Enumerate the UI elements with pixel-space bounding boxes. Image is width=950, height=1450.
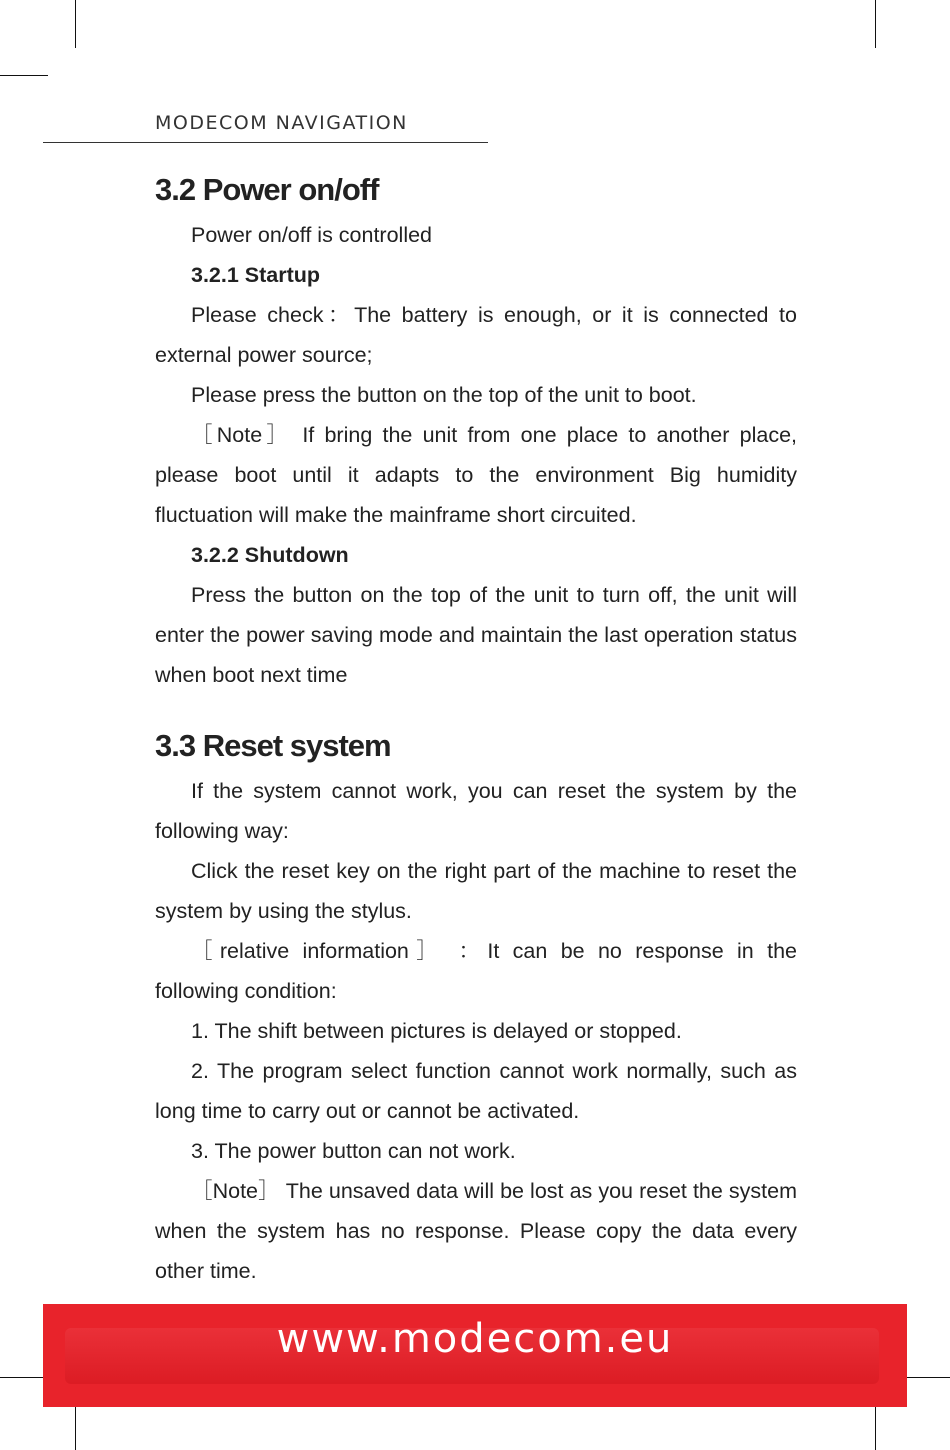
- crop-mark-top-right-vertical: [875, 0, 876, 48]
- footer-url: www.modecom.eu: [276, 1316, 674, 1362]
- reset-relative-info: ［relative information］ ：It can be no response in the following condition:: [155, 939, 797, 1003]
- shutdown-heading: 3.2.2 Shutdown: [191, 543, 349, 567]
- page-content: [155, 165, 797, 1291]
- startup-check: Please check：The battery is enough, or it is connected to external power source;: [155, 303, 797, 367]
- shutdown-text: Press the button on the top of the unit to turn off, the unit will enter the power saving mode and maintain the last operation status when boot next time: [155, 583, 797, 687]
- crop-mark-top-left-horizontal: [0, 75, 48, 76]
- startup-heading: 3.2.1 Startup: [191, 263, 321, 287]
- startup-press: Please press the button on the top of the unit to boot.: [191, 383, 697, 407]
- crop-mark-bottom-left-horizontal: [0, 1377, 48, 1378]
- section-title-power: 3.2 Power on/off: [155, 172, 379, 207]
- crop-mark-bottom-right-horizontal: [902, 1377, 950, 1378]
- startup-note: ［Note］ If bring the unit from one place to another place, please boot until it adapts to the environment Big humidity fluctuation will make the mainframe short circuited.: [155, 423, 797, 527]
- section-title-reset: 3.3 Reset system: [155, 728, 391, 763]
- crop-mark-bottom-left-vertical: [75, 1400, 76, 1450]
- crop-mark-bottom-right-vertical: [875, 1400, 876, 1450]
- section-gap: [155, 695, 797, 721]
- footer-band: [43, 1304, 907, 1407]
- reset-click: Click the reset key on the right part of the machine to reset the system by using the stylus.: [155, 859, 797, 923]
- reset-intro: If the system cannot work, you can reset the system by the following way:: [155, 779, 797, 843]
- list-item: 1. The shift between pictures is delayed or stopped.: [191, 1019, 682, 1043]
- header-rule: [43, 142, 488, 143]
- list-item: 2. The program select function cannot work normally, such as long time to carry out or cannot be activated.: [155, 1059, 797, 1123]
- reset-note: ［Note］ The unsaved data will be lost as you reset the system when the system has no response. Please copy the data every other time.: [155, 1179, 797, 1283]
- list-item: 3. The power button can not work.: [191, 1139, 516, 1163]
- running-header: MODECOM NAVIGATION: [155, 112, 408, 134]
- crop-mark-top-left-vertical: [75, 0, 76, 48]
- power-intro: Power on/off is controlled: [191, 223, 433, 247]
